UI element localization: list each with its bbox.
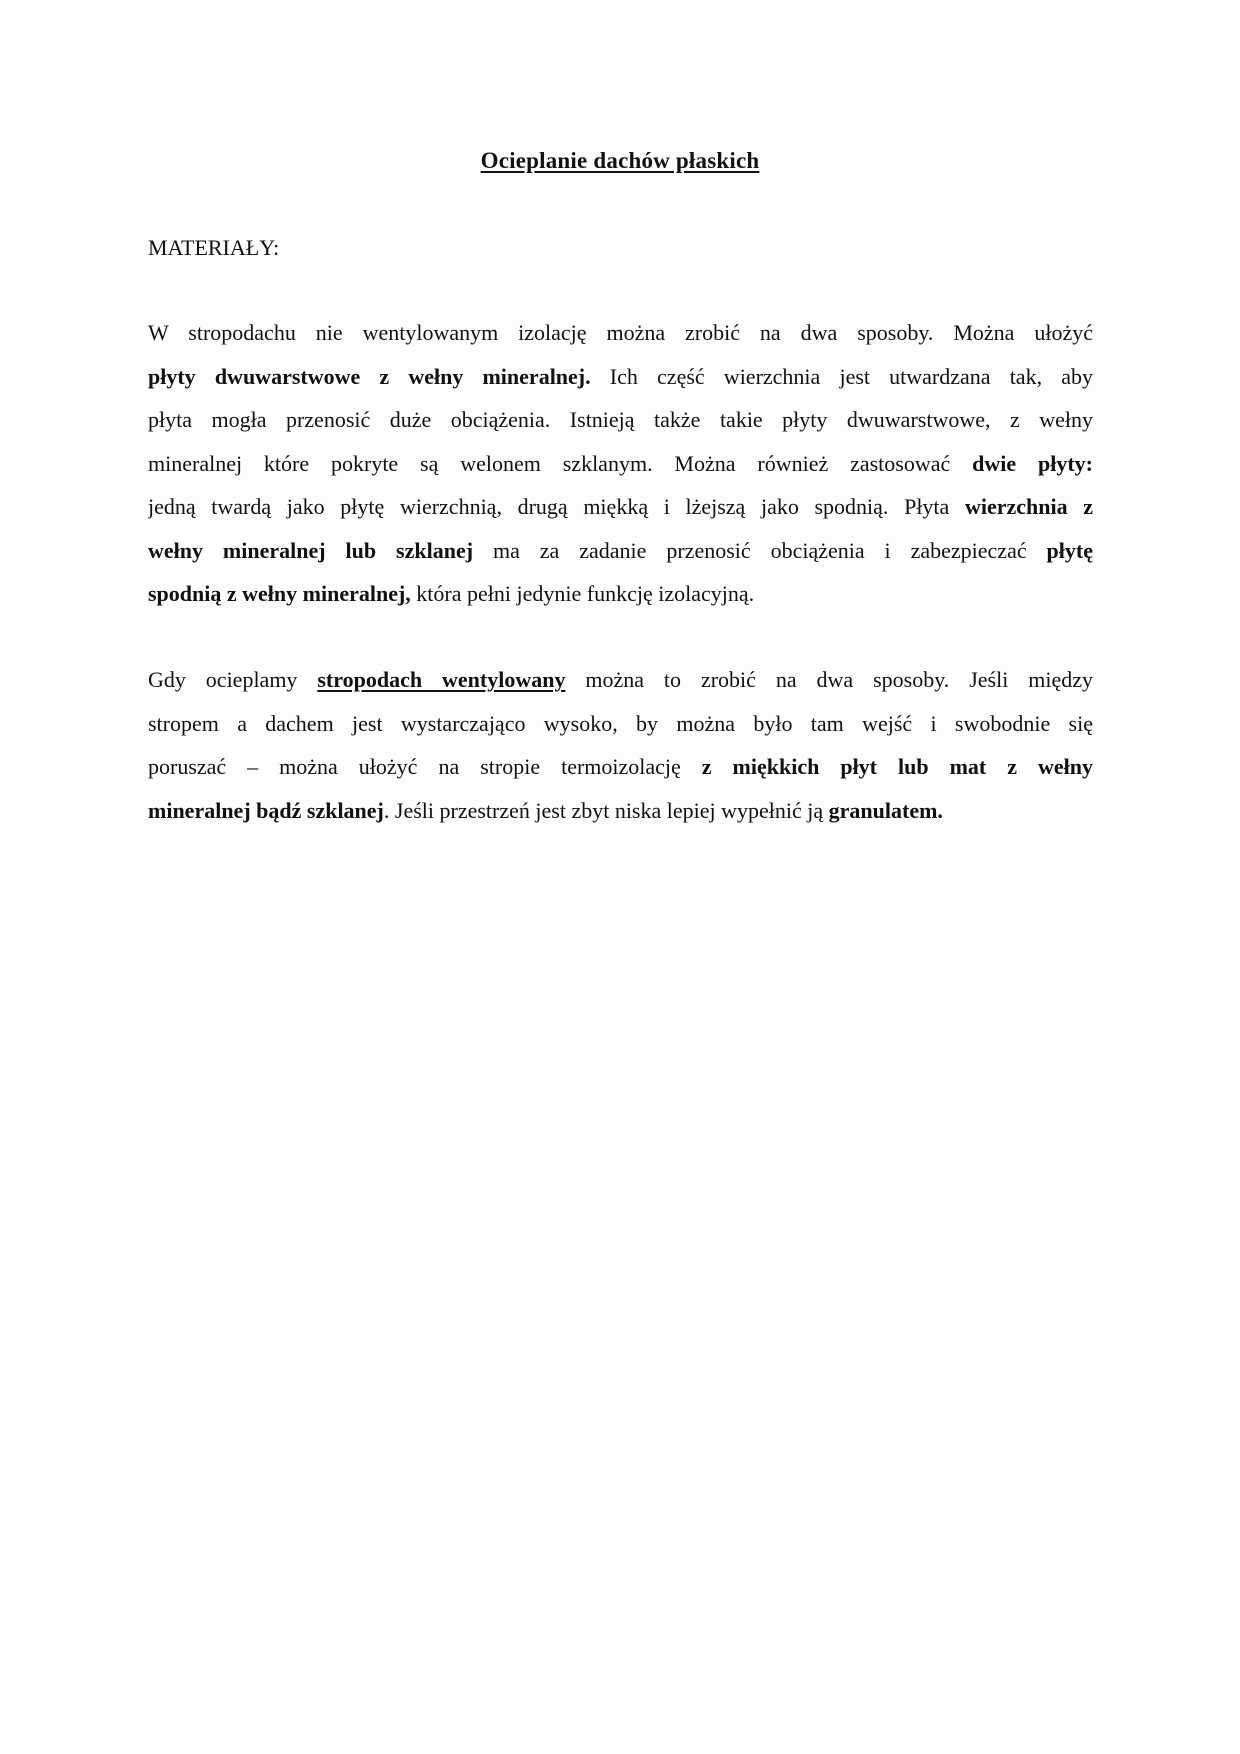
text-line (148, 311, 1093, 355)
text-line (148, 485, 1093, 529)
section-heading: MATERIAŁY: (148, 235, 280, 260)
text-line (148, 658, 1093, 702)
text: która pełni jedynie funkcję izolacyjną. (410, 581, 755, 606)
text-line (148, 789, 1093, 833)
bold-text: wierzchnia z (964, 494, 1093, 519)
bold-text: granulatem. (828, 797, 943, 823)
text-line (148, 355, 1093, 399)
text: płyta mogła przenosić duże obciążenia. Istnieją także takie płyty dwuwarstwowe, z wełny (148, 407, 1093, 432)
bold-text: stropodach wentylowany (317, 667, 566, 692)
text: można to zrobić na dwa sposoby. Jeśli między (565, 667, 1093, 692)
text: stropem a dachem jest wystarczająco wysoko, by można było tam wejść i swobodnie się (148, 710, 1093, 736)
text: . Jeśli przestrzeń jest zbyt niska lepiej wypełnić ją (383, 797, 829, 823)
bold-text: dwie płyty: (972, 450, 1093, 476)
bold-text: płyty dwuwarstwowe z wełny mineralnej. (148, 363, 591, 389)
text-line (148, 572, 1093, 616)
text: Gdy ocieplamy (148, 667, 318, 692)
text: poruszać – można ułożyć na stropie termoizolację (148, 754, 702, 779)
text: mineralnej które pokryte są welonem szklanym. Można również zastosować (148, 450, 973, 476)
text-line (148, 398, 1093, 442)
paragraph-unventilated-roof (148, 311, 1093, 616)
bold-text: płytę (1046, 537, 1093, 563)
bold-text: mineralnej bądź szklanej (148, 797, 384, 823)
text: W stropodachu nie wentylowanym izolację można zrobić na dwa sposoby. Można ułożyć (148, 320, 1093, 345)
text: ma za zadanie przenosić obciążenia i zabezpieczać (473, 537, 1047, 563)
paragraph-ventilated-roof (148, 658, 1093, 832)
document-title: Ocieplanie dachów płaskich (480, 148, 760, 173)
bold-text: z miękkich płyt lub mat z wełny (701, 754, 1093, 779)
text: jedną twardą jako płytę wierzchnią, drugą miękką i lżejszą jako spodnią. Płyta (148, 494, 965, 519)
bold-text: wełny mineralnej lub szklanej (148, 537, 474, 563)
text-line (148, 442, 1093, 486)
text-line (148, 702, 1093, 746)
text-line (148, 529, 1093, 573)
bold-text: spodnią z wełny mineralnej, (148, 581, 411, 606)
text-line (148, 745, 1093, 789)
text: Ich część wierzchnia jest utwardzana tak, aby (590, 363, 1093, 389)
